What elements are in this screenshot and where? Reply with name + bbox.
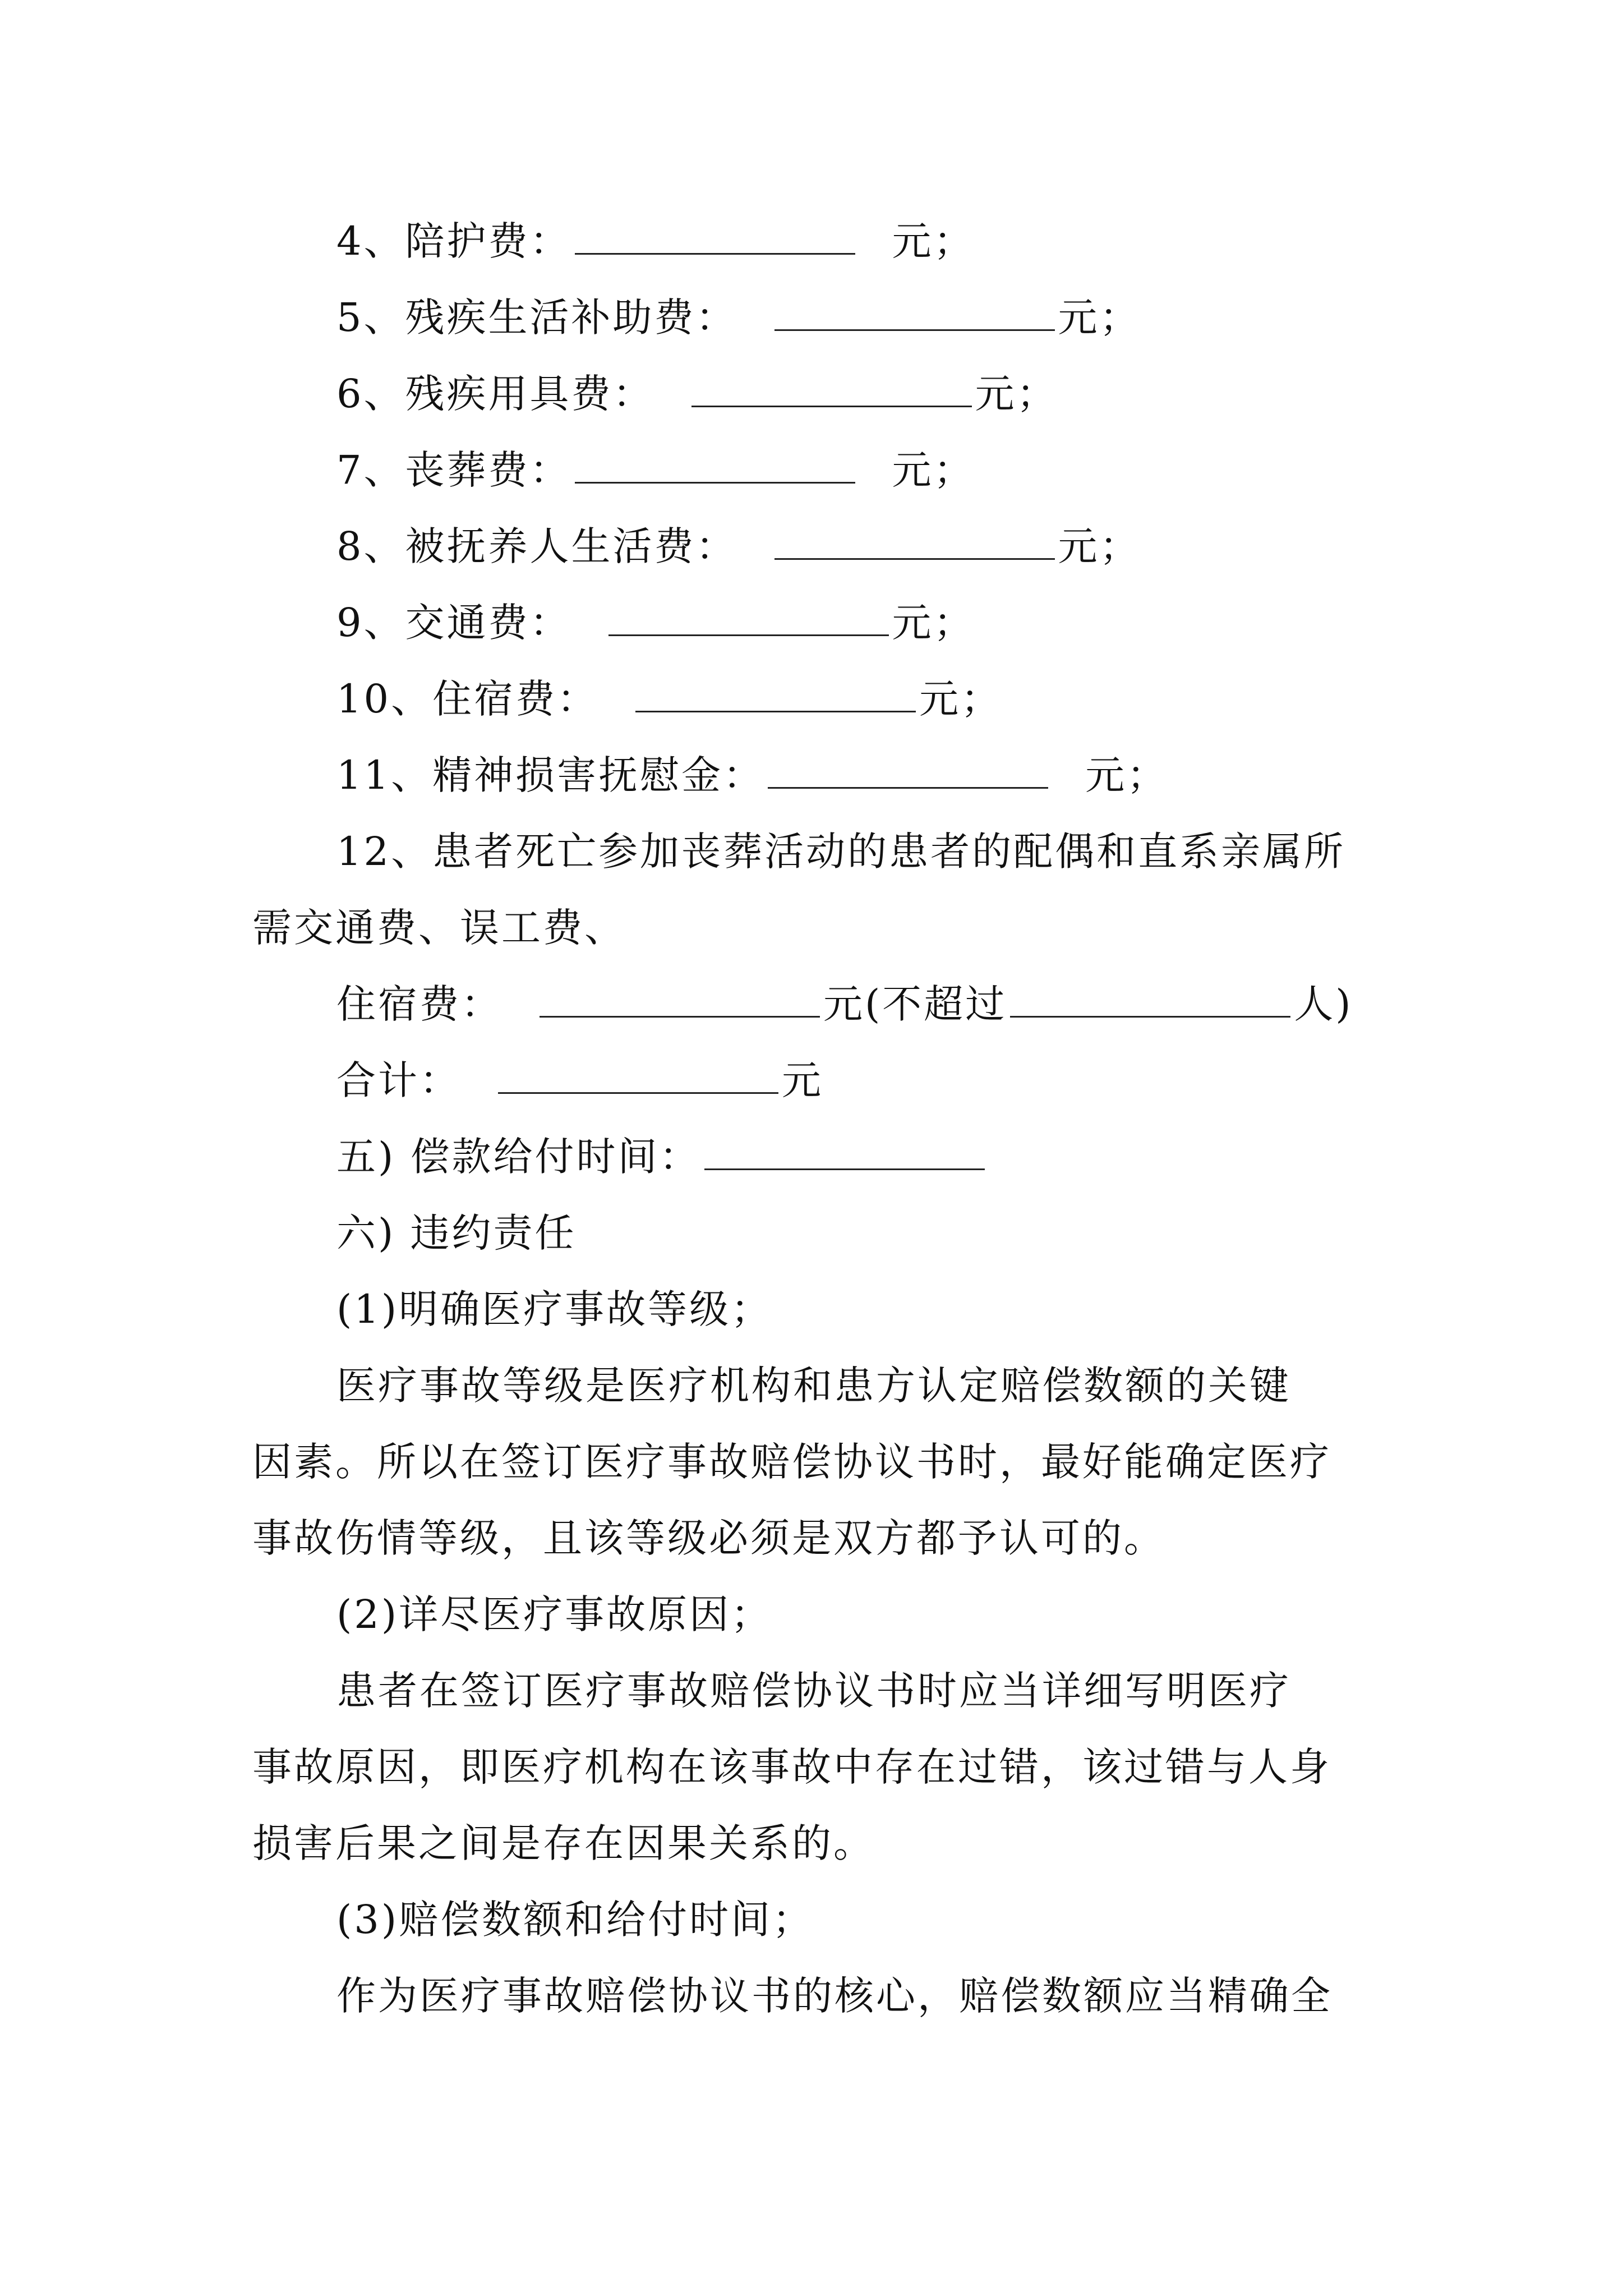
item-label: 11、精神损害抚慰金： bbox=[336, 752, 765, 798]
p1-heading: (1)明确医疗事故等级； bbox=[336, 1286, 773, 1332]
item-12-line-2: 需交通费、误工费、 bbox=[252, 905, 626, 951]
item-5-line bbox=[336, 292, 1458, 343]
blank-field[interactable] bbox=[608, 632, 889, 636]
total-label: 合计： bbox=[336, 1057, 461, 1103]
p1-text-2: 因素。所以在签订医疗事故赔偿协议书时，最好能确定医疗 bbox=[252, 1439, 1331, 1485]
blank-field[interactable] bbox=[691, 403, 972, 407]
item-12-line-1: 12、患者死亡参加丧葬活动的患者的配偶和直系亲属所 bbox=[336, 829, 1346, 875]
item-11-line bbox=[336, 750, 1458, 800]
item-unit: 元； bbox=[892, 447, 975, 493]
item-label: 9、交通费： bbox=[336, 600, 571, 646]
section-5-label: 五) 偿款给付时间： bbox=[336, 1134, 701, 1180]
p2-heading: (2)详尽医疗事故原因； bbox=[336, 1591, 773, 1637]
total-line bbox=[336, 1055, 1458, 1106]
item-label: 8、被抚养人生活费： bbox=[336, 523, 737, 569]
blank-field[interactable] bbox=[768, 785, 1048, 789]
blank-field[interactable] bbox=[540, 1014, 820, 1018]
item-label: 住宿费： bbox=[336, 981, 502, 1027]
p2-text-1: 患者在签订医疗事故赔偿协议书时应当详细写明医疗 bbox=[336, 1668, 1291, 1714]
item-10-line bbox=[336, 674, 1458, 724]
item-label: 4、陪护费： bbox=[336, 218, 571, 264]
item-label: 10、住宿费： bbox=[336, 676, 599, 722]
blank-field[interactable] bbox=[774, 556, 1055, 560]
p2-text-2: 事故原因，即医疗机构在该事故中存在过错，该过错与人身 bbox=[252, 1744, 1331, 1790]
item-6-line bbox=[336, 369, 1458, 419]
total-unit: 元 bbox=[782, 1057, 823, 1103]
section-5-line bbox=[336, 1131, 1458, 1182]
p3-text-1: 作为医疗事故赔偿协议书的核心，赔偿数额应当精确全 bbox=[336, 1973, 1332, 2019]
p1-text-1: 医疗事故等级是医疗机构和患方认定赔偿数额的关键 bbox=[336, 1363, 1291, 1409]
item-unit: 元； bbox=[892, 600, 975, 646]
item-label: 5、残疾生活补助费： bbox=[336, 295, 737, 341]
blank-field[interactable] bbox=[635, 708, 916, 712]
item-unit: 元； bbox=[892, 218, 975, 264]
blank-field[interactable] bbox=[575, 251, 855, 255]
item-9-line bbox=[336, 597, 1458, 648]
item-mid: 元(不超过 bbox=[823, 981, 1007, 1027]
blank-field[interactable] bbox=[498, 1090, 778, 1094]
blank-field[interactable] bbox=[704, 1166, 985, 1170]
item-8-line bbox=[336, 521, 1458, 572]
item-label: 6、残疾用具费： bbox=[336, 371, 654, 417]
item-unit: 元； bbox=[1058, 523, 1141, 569]
item-12-line-3 bbox=[336, 979, 1458, 1029]
item-label: 7、丧葬费： bbox=[336, 447, 571, 493]
item-unit: 元； bbox=[919, 676, 1003, 722]
blank-field[interactable] bbox=[774, 327, 1055, 331]
item-7-line bbox=[336, 445, 1458, 495]
item-unit: 元； bbox=[1085, 752, 1169, 798]
item-4-line bbox=[336, 216, 1458, 266]
p2-text-3: 损害后果之间是存在因果关系的。 bbox=[252, 1820, 875, 1866]
blank-field-persons[interactable] bbox=[1010, 1014, 1290, 1018]
item-end: 人) bbox=[1294, 981, 1353, 1027]
section-6-title: 六) 违约责任 bbox=[336, 1210, 577, 1256]
p3-heading: (3)赔偿数额和给付时间； bbox=[336, 1897, 814, 1943]
p1-text-3: 事故伤情等级，且该等级必须是双方都予认可的。 bbox=[252, 1515, 1165, 1561]
item-unit: 元； bbox=[975, 371, 1058, 417]
item-unit: 元； bbox=[1058, 295, 1141, 341]
blank-field[interactable] bbox=[575, 480, 855, 484]
